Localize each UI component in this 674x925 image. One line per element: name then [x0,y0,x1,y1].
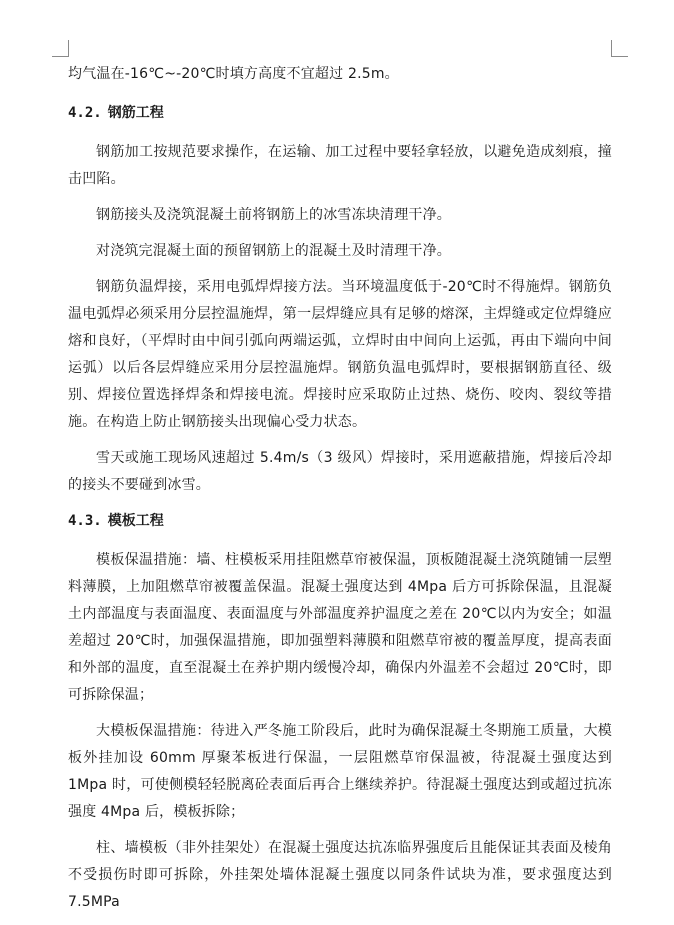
paragraph: 钢筋接头及浇筑混凝土前将钢筋上的冰雪冻块清理干净。 [96,207,451,223]
section-title: 钢筋工程 [107,105,164,121]
section-heading-formwork [68,508,612,535]
paragraph: 模板保温措施：墙、柱模板采用挂阻燃草帘被保温，顶板随混凝土浇筑随铺一层塑料薄膜，上加阻燃草帘被覆盖保温。混凝土强度达到 4Mpa 后方可拆除保温，且混凝土内部温度与表面温度、表面温度与外部温度养护温度之差在 20℃以内为安全；如温差超过 20℃时，加强保温措施，即加强塑料薄膜和阻燃草帘被的覆盖厚度，提高表面和外部的温度，直至混凝土在养护期内缓慢冷却，确保内外温差不会超过 20℃时，即可拆除保温； [68,552,612,703]
section-number: 4.2. [68,105,102,121]
paragraph-continued: 均气温在-16℃~-20℃时填方高度不宜超过 2.5m。 [68,66,399,82]
document-body [68,61,612,925]
paragraph: 雪天或施工现场风速超过 5.4m/s（3 级风）焊接时，采用遮蔽措施，焊接后冷却的接头不要碰到冰雪。 [68,450,612,493]
section-heading-rebar [68,100,612,127]
paragraph: 大模板保温措施：待进入严冬施工阶段后，此时为确保混凝土冬期施工质量，大模板外挂加设 60mm 厚聚苯板进行保温，一层阻燃草帘保温被，待混凝土强度达到 1Mpa 时，可使侧模轻轻脱离砼表面后再合上继续养护。待混凝土强度达到或超过抗冻强度 4Mpa 后，模板拆除； [68,723,612,820]
section-title: 模板工程 [107,513,164,529]
paragraph: 柱、墙模板（非外挂架处）在混凝土强度达抗冻临界强度后且能保证其表面及棱角不受损伤时即可拆除，外挂架处墙体混凝土强度以同条件试块为准，要求强度达到 7.5MPa [68,840,612,910]
paragraph: 钢筋加工按规范要求操作，在运输、加工过程中要轻拿轻放，以避免造成刻痕，撞击凹陷。 [68,144,612,187]
section-number: 4.3. [68,513,102,529]
paragraph: 对浇筑完混凝土面的预留钢筋上的混凝土及时清理干净。 [96,243,451,259]
crop-mark-top-left [52,40,69,57]
paragraph: 钢筋负温焊接，采用电弧焊焊接方法。当环境温度低于-20℃时不得施焊。钢筋负温电弧焊必须采用分层控温施焊，第一层焊缝应具有足够的熔深，主焊缝或定位焊缝应熔和良好，（平焊时由中间引弧向两端运弧，立焊时由中间向上运弧，再由下端向中间运弧）以后各层焊缝应采用分层控温施焊。钢筋负温电弧焊时，要根据钢筋直径、级别、焊接位置选择焊条和焊接电流。焊接时应采取防止过热、烧伤、咬肉、裂纹等措施。在构造上防止钢筋接头出现偏心受力状态。 [68,279,612,430]
crop-mark-top-right [611,40,628,57]
